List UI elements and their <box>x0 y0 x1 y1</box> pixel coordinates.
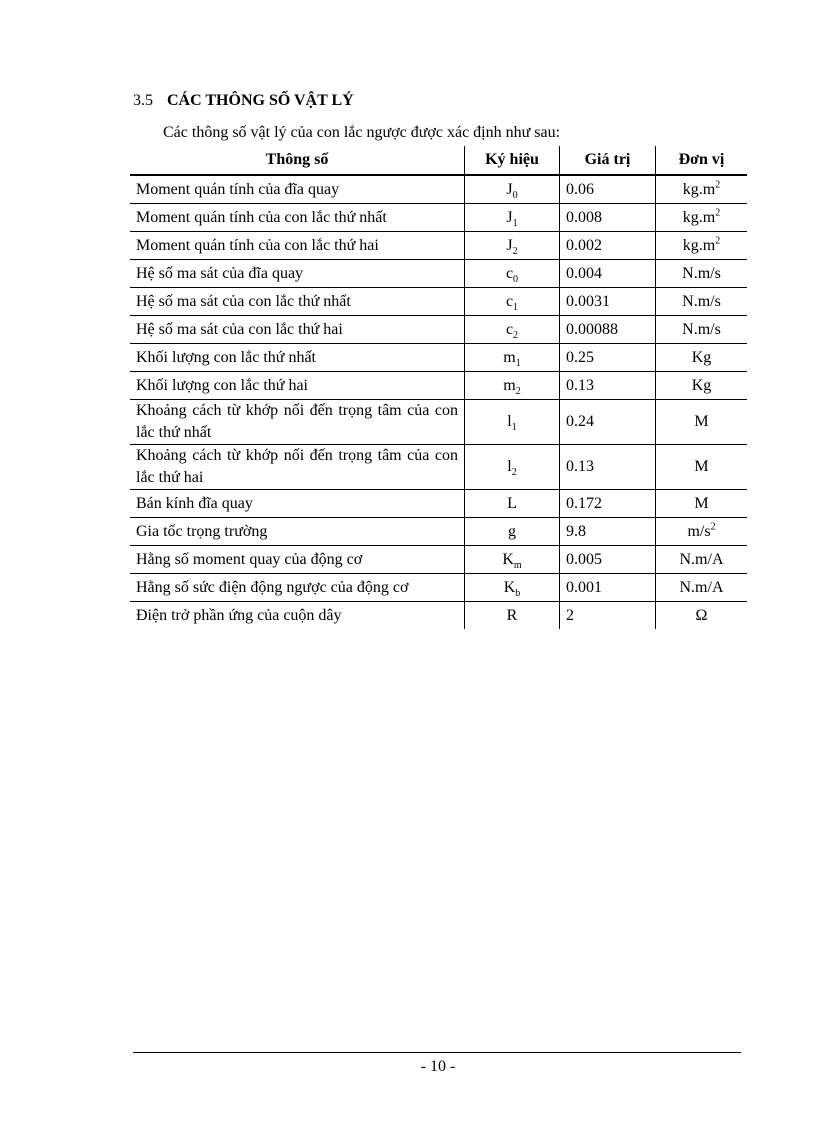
param-name: Gia tốc trọng trường <box>130 518 465 546</box>
unit-base: kg.m <box>682 208 716 226</box>
symbol-base: l <box>507 413 512 430</box>
header-symbol: Ký hiệu <box>465 146 560 175</box>
unit-base: m/s <box>687 522 711 540</box>
unit-base: N.m/s <box>682 264 721 282</box>
table-row <box>130 204 747 232</box>
symbol-base: K <box>502 550 514 568</box>
symbol-base: L <box>507 494 517 512</box>
table-row <box>130 372 747 400</box>
param-name: Điện trở phần ứng của cuộn dây <box>130 602 465 630</box>
param-value: 0.25 <box>560 344 656 372</box>
footer-divider <box>133 1052 741 1053</box>
param-symbol <box>465 316 560 344</box>
param-symbol <box>465 232 560 260</box>
symbol-subscript: 1 <box>512 217 518 229</box>
symbol-subscript: 2 <box>513 329 519 341</box>
table-row <box>130 602 747 630</box>
section-heading <box>133 90 354 112</box>
unit-base: N.m/A <box>679 578 724 596</box>
param-value: 0.002 <box>560 232 656 260</box>
param-symbol <box>465 260 560 288</box>
symbol-base: c <box>505 292 514 310</box>
table-row <box>130 574 747 602</box>
unit-base: N.m/s <box>682 320 721 338</box>
symbol-base: m <box>503 348 516 366</box>
table-row <box>130 445 747 490</box>
param-unit <box>656 316 748 344</box>
param-symbol <box>465 518 560 546</box>
param-unit <box>656 204 748 232</box>
table-row <box>130 518 747 546</box>
param-symbol <box>465 445 560 490</box>
param-symbol <box>465 602 560 630</box>
param-name: Moment quán tính của con lắc thứ nhất <box>130 204 465 232</box>
symbol-base: J <box>506 208 513 226</box>
table-row <box>130 344 747 372</box>
param-name: Khoảng cách từ khớp nối đến trọng tâm của con lắc thứ hai <box>130 445 465 490</box>
param-symbol <box>465 175 560 204</box>
param-symbol <box>465 288 560 316</box>
table-row <box>130 490 747 518</box>
param-unit <box>656 445 748 490</box>
param-unit <box>656 372 748 400</box>
unit-base: Kg <box>691 376 712 394</box>
param-unit <box>656 344 748 372</box>
header-value: Giá trị <box>560 146 656 175</box>
param-value: 0.06 <box>560 175 656 204</box>
unit-base: M <box>694 494 709 512</box>
table-row <box>130 175 747 204</box>
unit-superscript: 2 <box>715 179 721 191</box>
symbol-base: K <box>503 578 516 596</box>
table-row <box>130 232 747 260</box>
param-name: Khối lượng con lắc thứ hai <box>130 372 465 400</box>
param-name: Moment quán tính của con lắc thứ hai <box>130 232 465 260</box>
symbol-subscript: b <box>515 587 521 599</box>
unit-base: kg.m <box>682 180 716 198</box>
unit-base: M <box>694 458 709 475</box>
unit-superscript: 2 <box>710 521 716 533</box>
param-value: 0.00088 <box>560 316 656 344</box>
unit-base: N.m/A <box>679 550 724 568</box>
symbol-base: m <box>503 376 516 394</box>
page-number: - 10 - <box>420 1058 456 1075</box>
symbol-base: J <box>506 236 513 254</box>
param-name: Hệ số ma sát của con lắc thứ nhất <box>130 288 465 316</box>
param-symbol <box>465 400 560 445</box>
symbol-base: J <box>506 180 513 198</box>
param-value: 0.24 <box>560 400 656 445</box>
table-header-row <box>130 146 747 175</box>
table-body <box>130 175 747 629</box>
param-symbol <box>465 372 560 400</box>
param-name: Hệ số ma sát của đĩa quay <box>130 260 465 288</box>
table-row <box>130 260 747 288</box>
param-value: 0.001 <box>560 574 656 602</box>
param-name: Hằng số moment quay của động cơ <box>130 546 465 574</box>
param-value: 0.172 <box>560 490 656 518</box>
unit-base: N.m/s <box>682 292 721 310</box>
param-unit <box>656 574 748 602</box>
symbol-subscript: 0 <box>513 273 519 285</box>
symbol-base: g <box>508 522 516 540</box>
symbol-base: R <box>506 606 518 624</box>
symbol-subscript: 2 <box>511 467 517 479</box>
param-unit <box>656 602 748 630</box>
param-name: Hệ số ma sát của con lắc thứ hai <box>130 316 465 344</box>
parameters-table <box>130 146 747 629</box>
param-value: 0.13 <box>560 445 656 490</box>
param-name: Khối lượng con lắc thứ nhất <box>130 344 465 372</box>
section-title: CÁC THÔNG SỐ VẬT LÝ <box>167 92 354 109</box>
param-unit <box>656 260 748 288</box>
param-value: 0.008 <box>560 204 656 232</box>
symbol-subscript: 1 <box>515 357 521 369</box>
param-unit <box>656 518 748 546</box>
unit-superscript: 2 <box>715 235 721 247</box>
param-symbol <box>465 344 560 372</box>
param-value: 0.004 <box>560 260 656 288</box>
section-number: 3.5 <box>133 92 153 109</box>
param-symbol <box>465 546 560 574</box>
param-value: 0.005 <box>560 546 656 574</box>
param-value: 9.8 <box>560 518 656 546</box>
symbol-subscript: 1 <box>513 301 519 313</box>
symbol-base: c <box>505 264 514 282</box>
unit-base: kg.m <box>682 236 716 254</box>
header-unit: Đơn vị <box>656 146 748 175</box>
symbol-subscript: 0 <box>512 189 518 201</box>
symbol-subscript: 2 <box>515 385 521 397</box>
unit-base: Ω <box>695 606 708 624</box>
param-symbol <box>465 490 560 518</box>
unit-base: Kg <box>691 348 712 366</box>
table-row <box>130 316 747 344</box>
symbol-base: c <box>505 320 514 338</box>
param-symbol <box>465 204 560 232</box>
symbol-subscript: m <box>513 559 522 571</box>
param-name: Bán kính đĩa quay <box>130 490 465 518</box>
table-row <box>130 546 747 574</box>
param-name: Hằng số sức điện động ngược của động cơ <box>130 574 465 602</box>
unit-superscript: 2 <box>715 207 721 219</box>
param-unit <box>656 232 748 260</box>
symbol-base: l <box>507 458 512 475</box>
table-row <box>130 288 747 316</box>
param-unit <box>656 546 748 574</box>
param-name: Khoảng cách từ khớp nối đến trọng tâm của con lắc thứ nhất <box>130 400 465 445</box>
param-value: 0.13 <box>560 372 656 400</box>
intro-paragraph: Các thông số vật lý của con lắc ngược được xác định như sau: <box>163 124 561 141</box>
symbol-subscript: 1 <box>511 422 517 434</box>
param-unit <box>656 175 748 204</box>
param-unit <box>656 288 748 316</box>
unit-base: M <box>694 413 709 430</box>
param-unit <box>656 490 748 518</box>
header-parameter: Thông số <box>130 146 465 175</box>
param-name: Moment quán tính của đĩa quay <box>130 175 465 204</box>
param-value: 2 <box>560 602 656 630</box>
param-value: 0.0031 <box>560 288 656 316</box>
table-row <box>130 400 747 445</box>
param-unit <box>656 400 748 445</box>
symbol-subscript: 2 <box>512 245 518 257</box>
param-symbol <box>465 574 560 602</box>
